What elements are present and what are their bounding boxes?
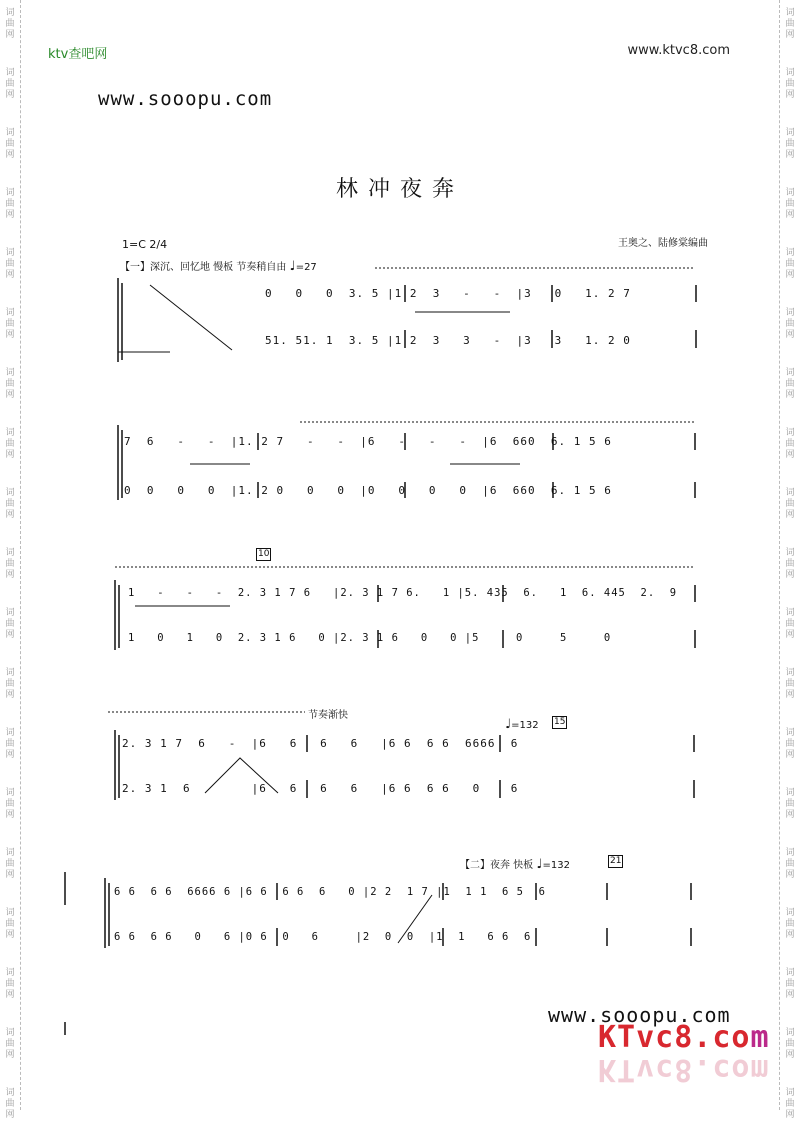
- system-2-lower: 0 0 0 0 |1. 2 0 0 0 |0 0 0 0 |6 660 6. 1 5 6: [124, 484, 612, 497]
- margin-watermark-text: 词 曲 网: [785, 68, 795, 100]
- margin-watermark-text: 词 曲 网: [5, 188, 15, 220]
- margin-watermark-text: 词 曲 网: [5, 908, 15, 940]
- margin-watermark-text: 词 曲 网: [5, 1088, 15, 1120]
- site-name-header[interactable]: ktv查吧网: [48, 47, 108, 62]
- margin-watermark-text: 词 曲 网: [5, 848, 15, 880]
- system-5-upper: 6 6 6 6 6666 6 |6 6 6 6 6 0 |2 2 1 7 |1 1 1 6 5 6: [114, 886, 546, 898]
- system-3-lower: 1 0 1 0 2. 3 1 6 0 |2. 3 1 6 0 0 |5 0 5 0: [128, 632, 612, 644]
- rehearsal-mark-15: 15: [554, 717, 566, 727]
- margin-watermark-text: 词 曲 网: [5, 128, 15, 160]
- logo-reflection-text: KTvc8.co: [598, 1052, 751, 1087]
- margin-watermark-text: 词 曲 网: [785, 968, 795, 1000]
- margin-watermark-text: 词 曲 网: [785, 488, 795, 520]
- system-1-upper: 0 0 0 3. 5 |1 2 3 - - |3 0 1. 2 7: [265, 287, 631, 300]
- key-signature: 1=C 2/4: [122, 238, 168, 251]
- margin-watermark-text: 词 曲 网: [5, 248, 15, 280]
- margin-watermark-text: 词 曲 网: [785, 908, 795, 940]
- system-2-upper: 7 6 - - |1. 2 7 - - |6 - - - |6 660 6. 1 5 6: [124, 435, 612, 448]
- margin-watermark-text: 词 曲 网: [5, 8, 15, 40]
- tempo-value-132-b: =132: [542, 860, 570, 871]
- margin-watermark-text: 词 曲 网: [5, 608, 15, 640]
- system-5-lower: 6 6 6 6 0 6 |0 6 0 6 |2 0 0 |1 1 6 6 6: [114, 931, 532, 943]
- quarter-note-icon: ♩: [536, 857, 543, 872]
- quarter-note-icon: ♩: [505, 717, 512, 732]
- margin-watermark-text: 词 曲 网: [785, 1028, 795, 1060]
- system-4-upper: 2. 3 1 7 6 - |6 6 6 6 |6 6 6 6 6666 6: [122, 737, 519, 750]
- margin-watermark-text: 词 曲 网: [5, 308, 15, 340]
- tempo-value-27: =27: [295, 262, 317, 273]
- margin-watermark-text: 词 曲 网: [785, 308, 795, 340]
- margin-watermark-text: 词 曲 网: [785, 428, 795, 460]
- margin-watermark-text: 词 曲 网: [5, 548, 15, 580]
- margin-watermark-text: 词 曲 网: [785, 368, 795, 400]
- rehearsal-mark-10: 10: [258, 549, 270, 559]
- section1-tempo-label: 【一】深沉、回忆地 慢板 节奏稍自由: [120, 262, 287, 273]
- margin-watermark-text: 词 曲 网: [785, 668, 795, 700]
- margin-watermark-text: 词 曲 网: [785, 608, 795, 640]
- rehearsal-mark-21: 21: [610, 856, 622, 866]
- top-url: www.sooopu.com: [98, 88, 273, 110]
- margin-watermark-text: 词 曲 网: [5, 488, 15, 520]
- system-3-upper: 1 - - - 2. 3 1 7 6 |2. 3 1 7 6. 1 |5. 435 6. 1 6. 445 2. 9: [128, 587, 678, 599]
- margin-watermark-text: 词 曲 网: [5, 728, 15, 760]
- site-url-header[interactable]: www.ktvc8.com: [627, 43, 730, 58]
- margin-watermark-text: 词 曲 网: [785, 188, 795, 220]
- margin-watermark-text: 词 曲 网: [785, 248, 795, 280]
- page-title: 林冲夜奔: [335, 177, 464, 202]
- system-4-lower: 2. 3 1 6 |6 6 6 6 |6 6 6 6 0 6: [122, 782, 519, 795]
- margin-watermark-text: 词 曲 网: [5, 668, 15, 700]
- margin-watermark-text: 词 曲 网: [785, 128, 795, 160]
- margin-watermark-text: 词 曲 网: [5, 968, 15, 1000]
- margin-watermark-text: 词 曲 网: [5, 1028, 15, 1060]
- section2-text: 【二】夜奔 快板: [460, 860, 534, 871]
- margin-watermark-text: 词 曲 网: [785, 848, 795, 880]
- margin-watermark-text: 词 曲 网: [5, 788, 15, 820]
- composer-credit: 王奥之、陆修棠编曲: [618, 238, 708, 249]
- margin-watermark-text: 词 曲 网: [5, 68, 15, 100]
- margin-watermark-text: 词 曲 网: [785, 8, 795, 40]
- system-1-lower: 51. 51. 1 3. 5 |1 2 3 3 - |3 3 1. 2 0: [265, 334, 631, 347]
- tempo-132-a: [505, 717, 539, 732]
- logo-text: KTvc8.co: [598, 1020, 751, 1055]
- logo-reflection-tail: m: [750, 1052, 770, 1087]
- margin-watermark-text: 词 曲 网: [5, 428, 15, 460]
- margin-watermark-text: 词 曲 网: [785, 788, 795, 820]
- ktvc8-logo-reflection: [598, 1052, 770, 1087]
- quarter-note-icon: ♩: [289, 259, 296, 274]
- tempo-value-132-a: =132: [511, 720, 539, 731]
- margin-watermark-text: 词 曲 网: [785, 548, 795, 580]
- margin-watermark-text: 词 曲 网: [5, 368, 15, 400]
- ktvc8-logo: [598, 1020, 770, 1055]
- bottom-url: www.sooopu.com: [548, 1003, 731, 1027]
- section2-label: [460, 856, 570, 872]
- margin-watermark-text: 词 曲 网: [785, 1088, 795, 1120]
- margin-watermark-text: 词 曲 网: [785, 728, 795, 760]
- tempo-change-label: 节奏渐快: [308, 710, 348, 721]
- logo-text-tail: m: [750, 1020, 770, 1055]
